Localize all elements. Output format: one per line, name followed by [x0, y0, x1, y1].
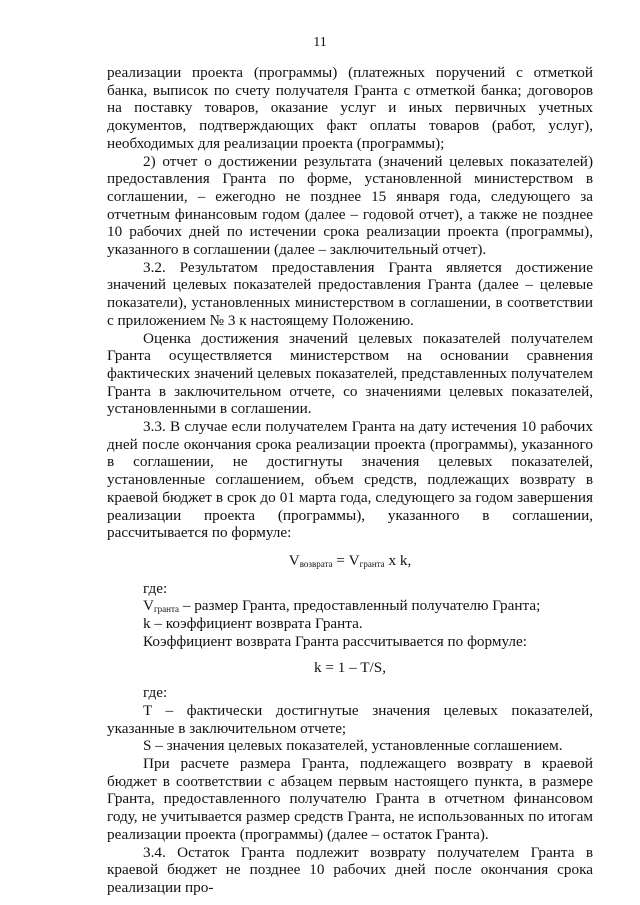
definition-s: S – значения целевых показателей, установленные соглашением.: [143, 737, 563, 755]
paragraph-3-2: 3.2. Результатом предоставления Гранта является достижение значений целевых показателей предоставления Гранта (далее – целевые показатели), установленных министерством в соглашении, в соответствии с приложением № 3 к настоящему Положению.: [107, 258, 593, 329]
definition-k: k – коэффициент возврата Гранта.: [143, 615, 363, 633]
def-v-symbol: V: [143, 597, 154, 615]
paragraph-reporting-docs: реализации проекта (программы) (платежных поручений с отметкой банка, выписок по счету получателя Гранта с отметкой банка; договоров на поставку товаров, оказание услуг и иных первичных учетных документов, подтверждающих факт оплаты товаров (работ, услуг), необходимых для реализации проекта (программы);: [107, 64, 593, 152]
where-label-2: где:: [143, 684, 168, 702]
def-v-sub: гранта: [153, 604, 180, 615]
where-label-1: где:: [143, 579, 168, 597]
paragraph-result-report: 2) отчет о достижении результата (значений целевых показателей) предоставления Гранта по форме, установленной министерством в соглашении, – ежегодно не позднее 15 января года, следующего за отчетным финансовым годом (далее – годовой отчет), а также не позднее 10 рабочих дней по истечении срока реализации проекта (программы), указанного в соглашении (далее – заключительный отчет).: [107, 152, 593, 259]
page-number: 11: [313, 35, 327, 50]
def-v-text: – размер Гранта, предоставленный получателю Гранта;: [179, 597, 541, 615]
coefficient-intro: Коэффициент возврата Гранта рассчитывается по формуле:: [143, 632, 527, 650]
paragraph-assessment: Оценка достижения значений целевых показателей получателем Гранта осуществляется министерством на основании сравнения фактических значений целевых показателей, представленных получателем Гранта в заключительном отчете, со значениями целевых показателей, установленными в соглашении.: [107, 329, 593, 418]
formula-sub-grant: гранта: [359, 558, 385, 569]
formula-coefficient: k = 1 – T/S,: [314, 658, 386, 676]
formula-tail: х k,: [384, 551, 412, 569]
paragraph-3-4: 3.4. Остаток Гранта подлежит возврату получателем Гранта в краевой бюджет не позднее 10 рабочих дней после окончания срока реализации про-: [107, 843, 593, 896]
formula-return-amount: [107, 552, 593, 570]
formula-eq: = V: [332, 551, 360, 569]
paragraph-3-3: 3.3. В случае если получателем Гранта на дату истечения 10 рабочих дней после окончания срока реализации проекта (программы), указанного в соглашении, не достигнуты значения целевых показателей, установленные соглашением, объем средств, подлежащих возврату в краевой бюджет в срок до 01 марта года, следующего за годом завершения реализации проекта (программы), указанного в соглашении, рассчитывается по формуле:: [107, 418, 593, 542]
formula-sub-return: возврата: [299, 558, 333, 569]
formula-v: V: [288, 551, 300, 569]
paragraph-remainder-calc: При расчете размера Гранта, подлежащего возврату в краевой бюджет в соответствии с абзацем первым настоящего пункта, в размере Гранта, предоставленного получателю Гранта в отчетном финансовом году, не учитывается размер средств Гранта, не использованных по итогам реализации проекта (программы) (далее – остаток Гранта).: [107, 755, 593, 843]
definition-v-grant: [107, 597, 593, 615]
body-text: [107, 64, 593, 897]
definition-t: T – фактически достигнутые значения целевых показателей, указанные в заключительном отчете;: [107, 701, 593, 737]
